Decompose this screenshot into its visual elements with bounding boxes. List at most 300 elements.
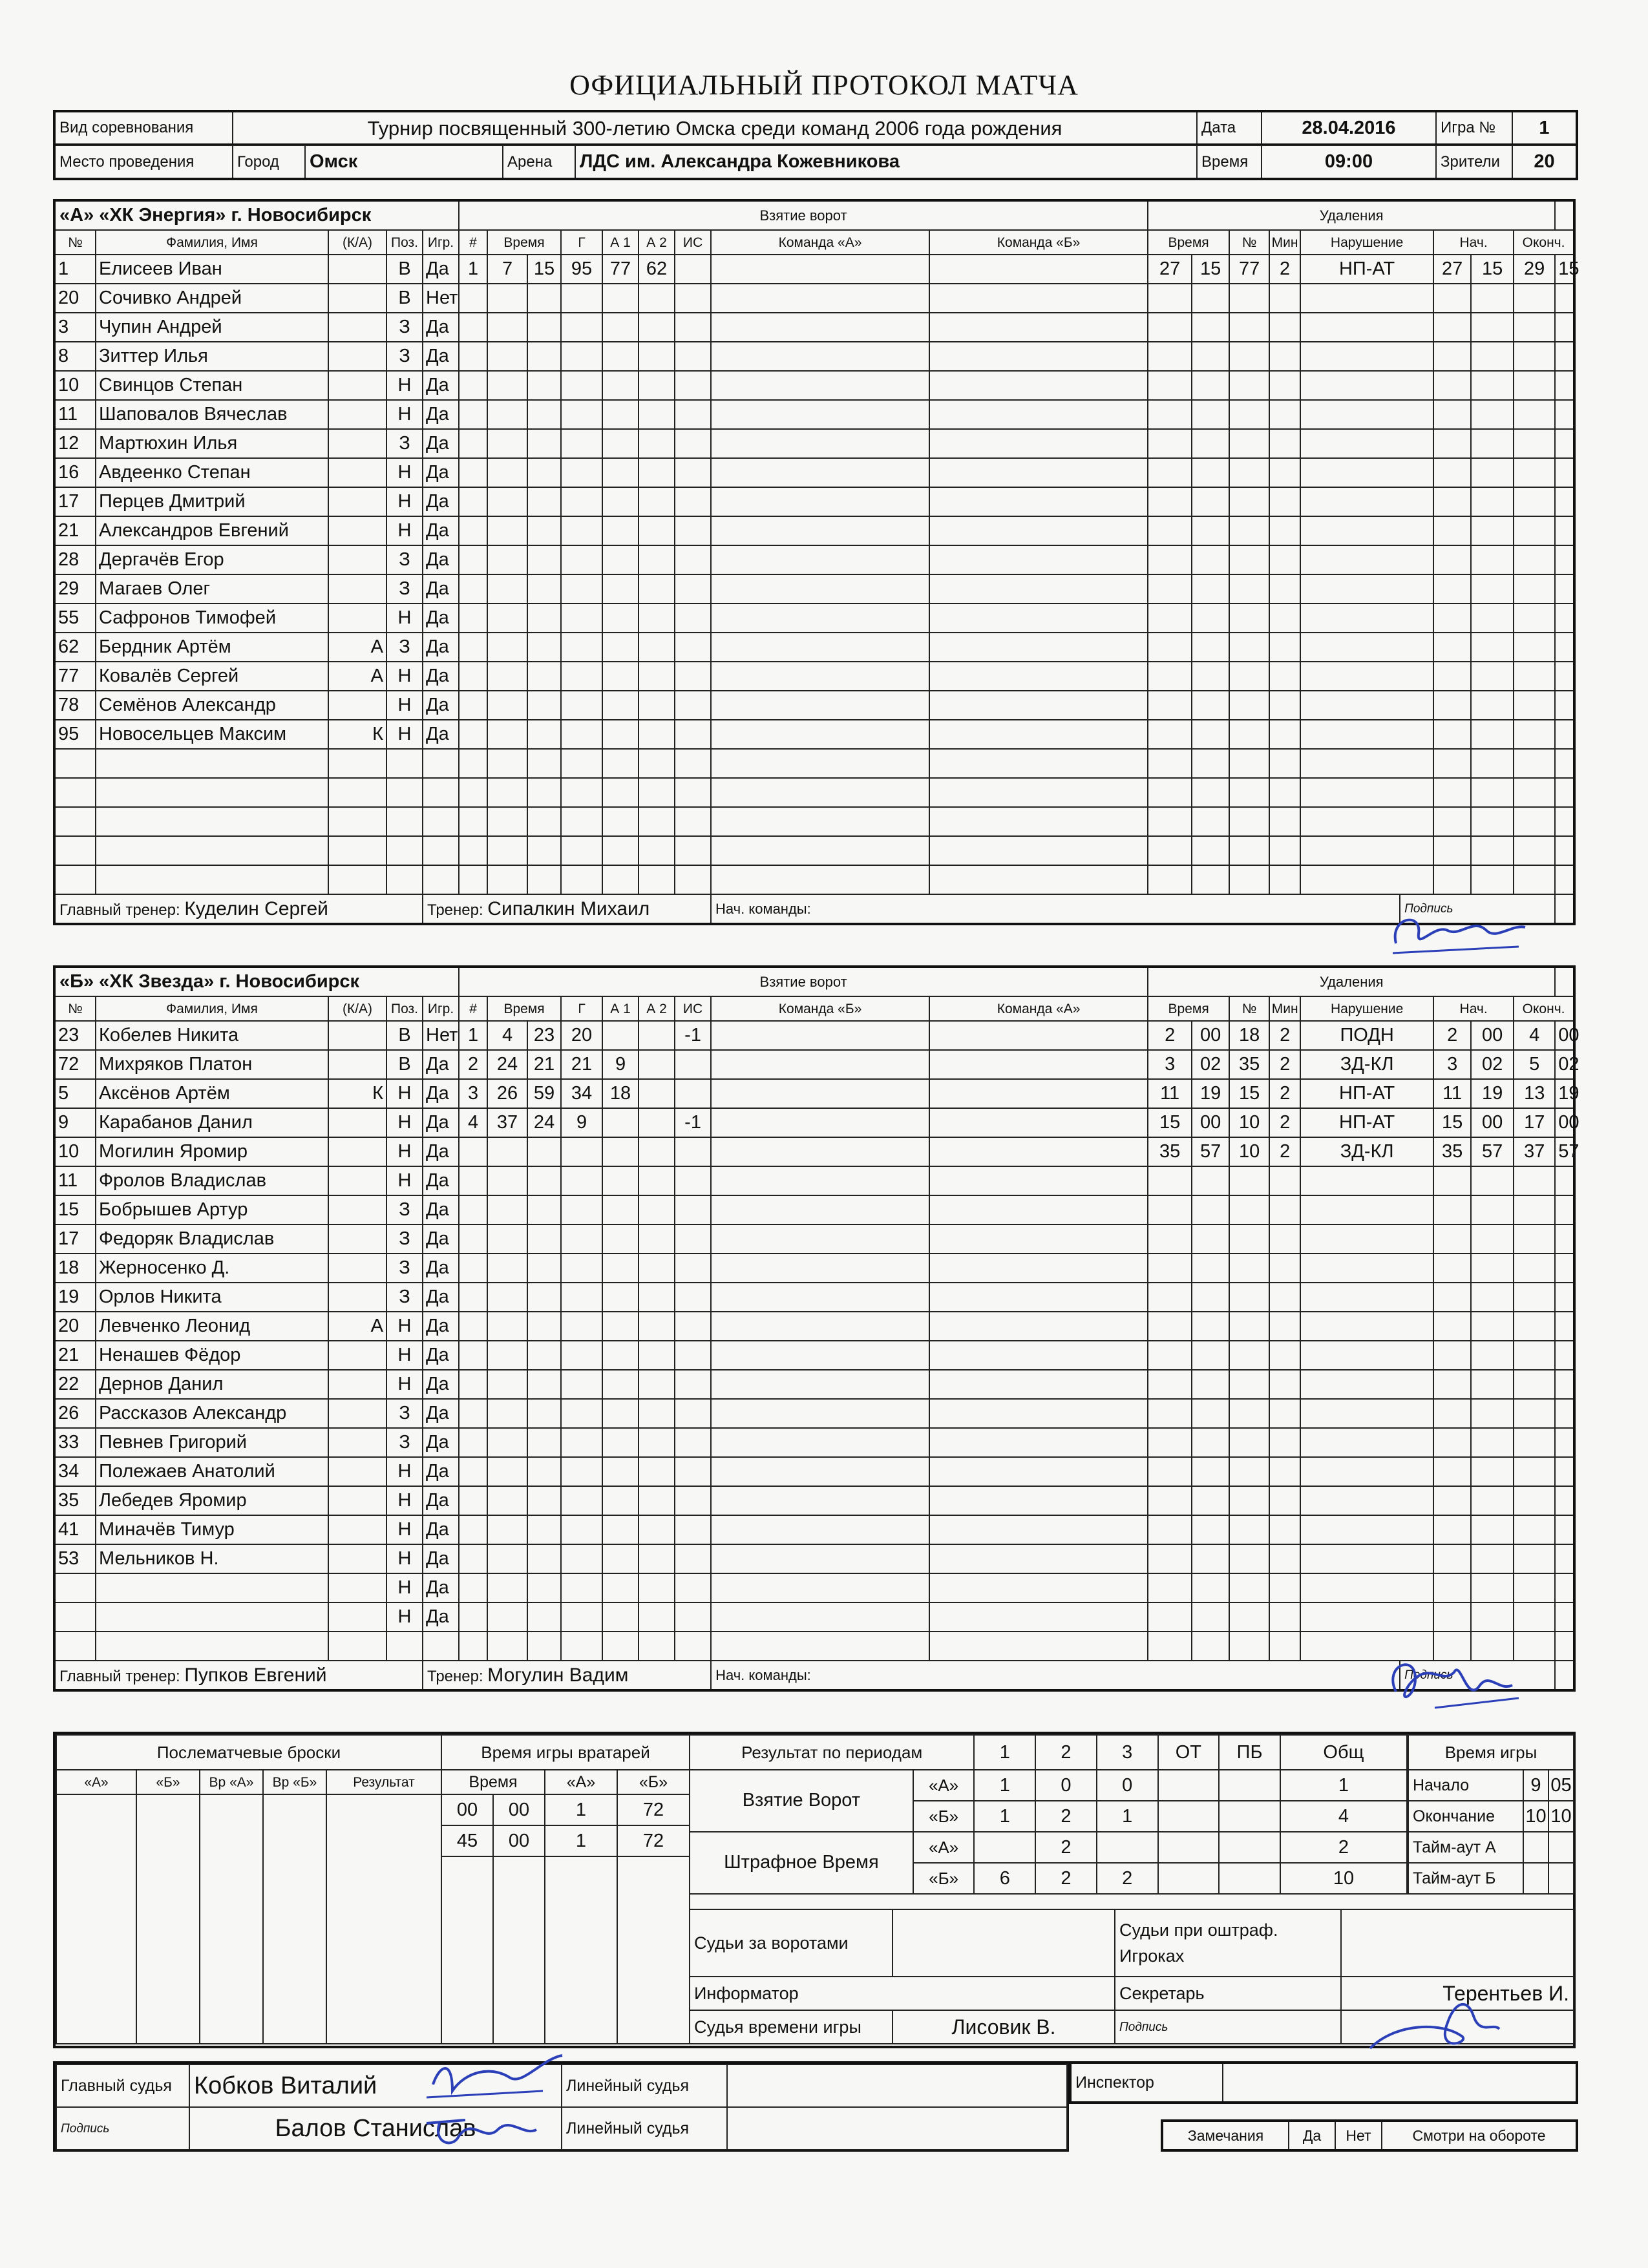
pen-start-min: 35: [1433, 1137, 1471, 1166]
col-a1: А 1: [602, 230, 639, 255]
player-playing: Да: [423, 458, 459, 487]
player-playing: Да: [423, 604, 459, 633]
player-ka: [328, 1254, 386, 1283]
team-title: «А» «ХК Энергия» г. Новосибирск: [54, 200, 459, 230]
player-ka: [328, 574, 386, 604]
shootout-title: Послематчевые броски: [56, 1735, 441, 1770]
pim-label: Штрафное Время: [690, 1832, 913, 1894]
player-name: Ненашев Фёдор: [96, 1341, 328, 1370]
player-ka: [328, 545, 386, 574]
player-name: Дернов Данил: [96, 1370, 328, 1399]
player-row: [54, 1224, 1574, 1254]
player-position: Н: [386, 720, 423, 749]
player-row: [54, 720, 1574, 749]
player-name: Сочивко Андрей: [96, 284, 328, 313]
player-number: 78: [54, 691, 96, 720]
pen-minutes: 2: [1269, 1050, 1300, 1079]
player-number: 10: [54, 371, 96, 400]
goal-number: 2: [459, 1050, 487, 1079]
player-position: З: [386, 1428, 423, 1457]
goal-assist1: [602, 1021, 639, 1050]
player-number: 26: [54, 1399, 96, 1428]
player-playing: [423, 836, 459, 865]
col-pen-end: Оконч.: [1514, 230, 1574, 255]
player-playing: Да: [423, 1166, 459, 1195]
player-ka: [328, 807, 386, 836]
pen-minutes: 2: [1269, 1079, 1300, 1108]
goalie-row-mm: 00: [441, 1794, 493, 1825]
player-number: 20: [54, 284, 96, 313]
player-name: Федоряк Владислав: [96, 1224, 328, 1254]
city-label: Город: [233, 145, 305, 179]
team-sign-label: Подпись: [1400, 894, 1555, 924]
goalie-row-b: 72: [617, 1794, 690, 1825]
player-number: 19: [54, 1283, 96, 1312]
period-col: 3: [1097, 1735, 1158, 1770]
player-playing: Да: [423, 1254, 459, 1283]
game-time-title: Время игры: [1408, 1735, 1574, 1770]
player-number: 72: [54, 1050, 96, 1079]
pen-start-sec: 02: [1471, 1050, 1514, 1079]
periods-table: [689, 1734, 1408, 1895]
player-playing: [423, 749, 459, 778]
arena-value: ЛДС им. Александра Кожевникова: [575, 145, 1197, 179]
linesman2-label: Линейный судья: [562, 2107, 727, 2150]
player-position: Н: [386, 1312, 423, 1341]
player-position: В: [386, 1021, 423, 1050]
team-b-section: [53, 965, 1579, 1692]
player-name: Сафронов Тимофей: [96, 604, 328, 633]
player-number: 62: [54, 633, 96, 662]
player-position: З: [386, 313, 423, 342]
player-ka: [328, 458, 386, 487]
pim-b-total: 10: [1280, 1863, 1407, 1894]
player-number: 17: [54, 1224, 96, 1254]
col-num: №: [54, 996, 96, 1021]
player-row: [54, 545, 1574, 574]
player-number: [54, 807, 96, 836]
col-is: ИС: [675, 230, 711, 255]
game-label: Игра №: [1436, 111, 1512, 145]
player-playing: Да: [423, 1370, 459, 1399]
goalie-row-a: 1: [545, 1794, 617, 1825]
player-row: [54, 1079, 1574, 1108]
player-playing: Да: [423, 1399, 459, 1428]
game-value: 1: [1512, 111, 1577, 145]
pen-violation: НП-АТ: [1300, 255, 1433, 284]
player-number: 53: [54, 1544, 96, 1573]
pen-end-min: 4: [1514, 1021, 1555, 1050]
player-playing: Да: [423, 342, 459, 371]
goal-sec: 59: [527, 1079, 561, 1108]
pen-start-sec: 19: [1471, 1079, 1514, 1108]
pen-sec-time: 15: [1192, 255, 1229, 284]
player-number: 29: [54, 574, 96, 604]
col-hash: #: [459, 230, 487, 255]
goalie-row-ss: 00: [493, 1794, 545, 1825]
col-pen-num: №: [1229, 230, 1269, 255]
pen-end-sec: 19: [1555, 1079, 1574, 1108]
referee2-signature-icon: [414, 2104, 543, 2162]
goals-title: Взятие ворот: [459, 967, 1148, 996]
city-value: Омск: [305, 145, 503, 179]
player-position: Н: [386, 1137, 423, 1166]
goal-number: 3: [459, 1079, 487, 1108]
player-ka: [328, 836, 386, 865]
goalie-col-time: Время: [441, 1770, 545, 1794]
player-name: [96, 807, 328, 836]
match-header: [53, 110, 1578, 146]
pen-player: 10: [1229, 1108, 1269, 1137]
player-row: [54, 1341, 1574, 1370]
player-playing: Да: [423, 516, 459, 545]
player-name: Новосельцев Максим: [96, 720, 328, 749]
player-position: [386, 749, 423, 778]
player-number: [54, 1573, 96, 1602]
col-pen-start: Нач.: [1433, 230, 1514, 255]
pen-end-min: 37: [1514, 1137, 1555, 1166]
pen-start-min: 27: [1433, 255, 1471, 284]
goals-a: 0: [1097, 1770, 1158, 1801]
player-name: Свинцов Степан: [96, 371, 328, 400]
referee-label: Главный судья: [56, 2064, 189, 2107]
player-row: [54, 487, 1574, 516]
pen-end-sec: 02: [1555, 1050, 1574, 1079]
player-position: З: [386, 574, 423, 604]
goal-min: 24: [487, 1050, 527, 1079]
player-number: 34: [54, 1457, 96, 1486]
player-number: [54, 836, 96, 865]
player-playing: Да: [423, 1486, 459, 1515]
pen-start-sec: 15: [1471, 255, 1514, 284]
player-ka: А: [328, 1312, 386, 1341]
goalie-time-table: [441, 1734, 690, 2044]
spectators-label: Зрители: [1436, 145, 1512, 179]
secretary-value: Терентьев И.: [1341, 1977, 1574, 2010]
player-playing: Да: [423, 1079, 459, 1108]
goal-strength: [675, 1079, 711, 1108]
player-ka: [328, 1632, 386, 1661]
goal-assist2: [639, 1050, 675, 1079]
col-name: Фамилия, Имя: [96, 230, 328, 255]
player-playing: Да: [423, 313, 459, 342]
col-time: Время: [487, 996, 561, 1021]
goal-sec: 15: [527, 255, 561, 284]
player-name: Чупин Андрей: [96, 313, 328, 342]
remarks-see-back: Смотри на обороте: [1382, 2121, 1577, 2150]
pim-b: [1219, 1863, 1280, 1894]
pen-min-time: 35: [1148, 1137, 1192, 1166]
shootout-col: «А»: [56, 1770, 136, 1794]
pen-sec-time: 00: [1192, 1108, 1229, 1137]
player-playing: Да: [423, 371, 459, 400]
player-position: Н: [386, 1486, 423, 1515]
pim-a-total: 2: [1280, 1832, 1407, 1863]
pen-end-sec: 57: [1555, 1137, 1574, 1166]
player-ka: К: [328, 1079, 386, 1108]
player-name: Дергачёв Егор: [96, 545, 328, 574]
start-m: 05: [1548, 1770, 1574, 1801]
col-is: ИС: [675, 996, 711, 1021]
referee-signature-icon: [414, 2046, 569, 2110]
player-position: З: [386, 1195, 423, 1224]
player-name: Могилин Яромир: [96, 1137, 328, 1166]
referee-value: Кобков Виталий: [189, 2064, 562, 2107]
goal-strength: [675, 1050, 711, 1079]
player-position: Н: [386, 371, 423, 400]
player-number: 1: [54, 255, 96, 284]
period-col: ОТ: [1158, 1735, 1220, 1770]
team-a-tag: «А»: [913, 1770, 975, 1801]
pen-player: 15: [1229, 1079, 1269, 1108]
player-ka: [328, 1166, 386, 1195]
goal-assist1: [602, 1108, 639, 1137]
col-pen-end: Оконч.: [1514, 996, 1574, 1021]
player-position: Н: [386, 604, 423, 633]
player-name: [96, 865, 328, 894]
coach-a-signature-icon: [1383, 905, 1532, 963]
player-row: [54, 662, 1574, 691]
team-title: «Б» «ХК Звезда» г. Новосибирск: [54, 967, 459, 996]
col-pos: Поз.: [386, 996, 423, 1021]
player-number: 10: [54, 1137, 96, 1166]
pen-violation: ПОДН: [1300, 1021, 1433, 1050]
player-ka: [328, 1370, 386, 1399]
goal-min: 4: [487, 1021, 527, 1050]
goals-title: Взятие ворот: [459, 200, 1148, 230]
player-name: Орлов Никита: [96, 1283, 328, 1312]
goals-b: 2: [1035, 1801, 1097, 1832]
player-ka: [328, 429, 386, 458]
player-row: [54, 604, 1574, 633]
player-position: Н: [386, 458, 423, 487]
player-name: [96, 836, 328, 865]
player-number: 41: [54, 1515, 96, 1544]
goal-scorer: 95: [561, 255, 602, 284]
pen-player: 10: [1229, 1137, 1269, 1166]
player-row: [54, 1137, 1574, 1166]
pen-start-sec: 00: [1471, 1108, 1514, 1137]
goal-assist2: [639, 1021, 675, 1050]
period-col: ПБ: [1219, 1735, 1280, 1770]
player-playing: Да: [423, 1108, 459, 1137]
player-ka: [328, 1108, 386, 1137]
pen-min-time: 2: [1148, 1021, 1192, 1050]
player-ka: [328, 516, 386, 545]
player-position: В: [386, 284, 423, 313]
player-number: 20: [54, 1312, 96, 1341]
player-row: [54, 371, 1574, 400]
goals-b: [1158, 1801, 1220, 1832]
player-position: [386, 1632, 423, 1661]
timekeeper-value: Лисовик В.: [893, 2010, 1115, 2044]
player-name: Шаповалов Вячеслав: [96, 400, 328, 429]
pen-end-sec: 15: [1555, 255, 1574, 284]
player-playing: Да: [423, 662, 459, 691]
goalie-row-a: 1: [545, 1825, 617, 1856]
goals-b: [1219, 1801, 1280, 1832]
pen-violation: ЗД-КЛ: [1300, 1137, 1433, 1166]
col-pen-time: Время: [1148, 996, 1229, 1021]
player-number: 9: [54, 1108, 96, 1137]
pen-minutes: 2: [1269, 255, 1300, 284]
player-row: [54, 1544, 1574, 1573]
shootout-col: Вр «Б»: [263, 1770, 326, 1794]
col-name: Фамилия, Имя: [96, 996, 328, 1021]
player-number: 11: [54, 400, 96, 429]
col-team-first: Команда «А»: [711, 230, 929, 255]
penalty-judges-label: Судьи при оштраф. Игроках: [1115, 1909, 1341, 1977]
remarks-yes: Да: [1289, 2121, 1335, 2150]
player-name: Ковалёв Сергей: [96, 662, 328, 691]
pim-a: [1219, 1832, 1280, 1863]
player-name: [96, 1602, 328, 1632]
player-ka: [328, 342, 386, 371]
player-number: [54, 1632, 96, 1661]
goals-label: Взятие Ворот: [690, 1770, 913, 1832]
player-ka: [328, 691, 386, 720]
player-playing: Да: [423, 545, 459, 574]
player-position: З: [386, 633, 423, 662]
player-position: [386, 836, 423, 865]
player-name: Бобрышев Артур: [96, 1195, 328, 1224]
protocol-title: ОФИЦИАЛЬНЫЙ ПРОТОКОЛ МАТЧА: [569, 69, 1079, 101]
player-row: [54, 429, 1574, 458]
player-playing: Да: [423, 1195, 459, 1224]
col-igr: Игр.: [423, 996, 459, 1021]
player-ka: [328, 1457, 386, 1486]
player-name: Магаев Олег: [96, 574, 328, 604]
player-row: [54, 516, 1574, 545]
player-name: Рассказов Александр: [96, 1399, 328, 1428]
player-row: [54, 633, 1574, 662]
player-position: [386, 807, 423, 836]
team-b-tag: «Б»: [913, 1801, 975, 1832]
col-team-second: Команда «А»: [929, 996, 1148, 1021]
date-label: Дата: [1197, 111, 1262, 145]
timekeeper-label: Судья времени игры: [690, 2010, 893, 2044]
goalie-col-a: «А»: [545, 1770, 617, 1794]
player-row: [54, 1108, 1574, 1137]
referee2-value: Балов Станислав: [189, 2107, 562, 2150]
pen-sec-time: 00: [1192, 1021, 1229, 1050]
col-g: Г: [561, 230, 602, 255]
goal-min: 7: [487, 255, 527, 284]
competition-value: Турнир посвященный 300-летию Омска среди команд 2006 года рождения: [233, 111, 1197, 145]
remarks-box: [1161, 2119, 1578, 2152]
informer-label: Информатор: [690, 1977, 1115, 2010]
player-playing: Да: [423, 1573, 459, 1602]
head-coach-label: Главный тренер:: [59, 1667, 180, 1685]
player-name: Полежаев Анатолий: [96, 1457, 328, 1486]
goal-number: 4: [459, 1108, 487, 1137]
player-playing: Да: [423, 1515, 459, 1544]
player-name: Зиттер Илья: [96, 342, 328, 371]
col-team-first: Команда «Б»: [711, 996, 929, 1021]
player-playing: [423, 807, 459, 836]
player-row: [54, 1050, 1574, 1079]
pen-start-min: 15: [1433, 1108, 1471, 1137]
player-playing: Нет: [423, 1021, 459, 1050]
player-position: Н: [386, 1341, 423, 1370]
player-row: [54, 1195, 1574, 1224]
player-name: Александров Евгений: [96, 516, 328, 545]
pen-start-min: 11: [1433, 1079, 1471, 1108]
goal-judges-label: Судьи за воротами: [690, 1909, 893, 1977]
player-row: [54, 1166, 1574, 1195]
pen-violation: НП-АТ: [1300, 1108, 1433, 1137]
player-row: [54, 1312, 1574, 1341]
player-position: Н: [386, 691, 423, 720]
pen-end-min: 17: [1514, 1108, 1555, 1137]
pim-a: 2: [1035, 1832, 1097, 1863]
shootout-table: [56, 1734, 442, 2044]
player-position: Н: [386, 1515, 423, 1544]
goals-a-total: 1: [1280, 1770, 1407, 1801]
player-number: 77: [54, 662, 96, 691]
player-number: [54, 865, 96, 894]
pen-end-min: 13: [1514, 1079, 1555, 1108]
pen-minutes: 2: [1269, 1021, 1300, 1050]
date-value: 28.04.2016: [1262, 111, 1436, 145]
player-name: Левченко Леонид: [96, 1312, 328, 1341]
col-g: Г: [561, 996, 602, 1021]
player-playing: Да: [423, 1428, 459, 1457]
penalties-title: Удаления: [1148, 967, 1555, 996]
col-pen-time: Время: [1148, 230, 1229, 255]
player-ka: [328, 400, 386, 429]
player-position: Н: [386, 1457, 423, 1486]
secretary-label: Секретарь: [1115, 1977, 1341, 2010]
col-a2: А 2: [639, 230, 675, 255]
player-playing: Да: [423, 1283, 459, 1312]
goal-assist1: 18: [602, 1079, 639, 1108]
player-ka: [328, 1283, 386, 1312]
player-row: [54, 807, 1574, 836]
goal-min: 37: [487, 1108, 527, 1137]
pen-end-sec: 00: [1555, 1108, 1574, 1137]
player-name: Кобелев Никита: [96, 1021, 328, 1050]
player-name: Фролов Владислав: [96, 1166, 328, 1195]
goal-scorer: 9: [561, 1108, 602, 1137]
player-name: Аксёнов Артём: [96, 1079, 328, 1108]
player-number: 18: [54, 1254, 96, 1283]
pim-b: 6: [974, 1863, 1035, 1894]
goalie-row-ss: 00: [493, 1825, 545, 1856]
goal-number: 1: [459, 1021, 487, 1050]
player-number: 17: [54, 487, 96, 516]
player-number: [54, 749, 96, 778]
goal-number: 1: [459, 255, 487, 284]
venue-label: Место проведения: [54, 145, 233, 179]
player-number: [54, 778, 96, 807]
timeout-b-label: Тайм-аут Б: [1408, 1863, 1523, 1894]
goalie-col-b: «Б»: [617, 1770, 690, 1794]
pen-start-min: 2: [1433, 1021, 1471, 1050]
player-playing: Да: [423, 574, 459, 604]
pim-b: 2: [1035, 1863, 1097, 1894]
col-ka: (К/А): [328, 996, 386, 1021]
goal-assist1: 77: [602, 255, 639, 284]
player-ka: [328, 1195, 386, 1224]
pen-end-min: 5: [1514, 1050, 1555, 1079]
player-ka: [328, 865, 386, 894]
coach: Могулин Вадим: [487, 1664, 629, 1686]
head-coach: Пупков Евгений: [184, 1664, 327, 1686]
coach-label: Тренер:: [427, 901, 483, 919]
pen-player: 35: [1229, 1050, 1269, 1079]
player-name: Мартюхин Илья: [96, 429, 328, 458]
